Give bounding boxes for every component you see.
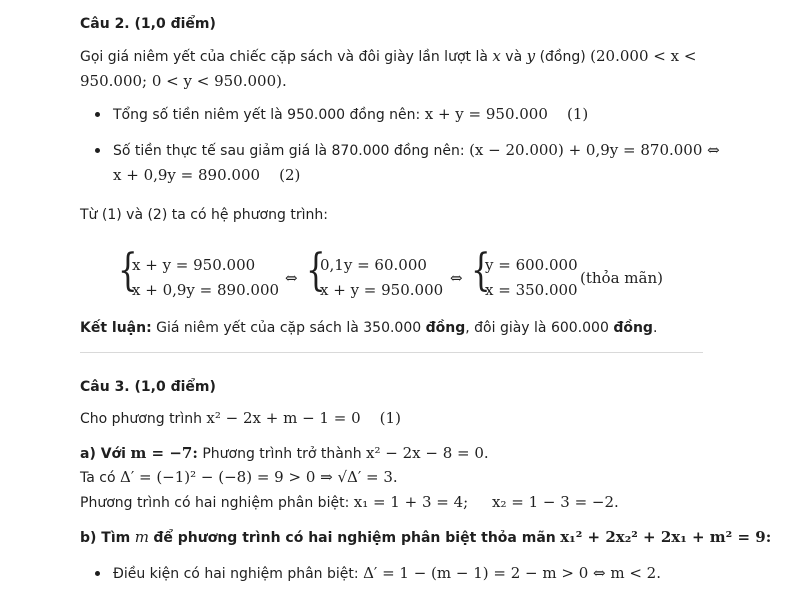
conclusion-text-2: , đôi giày là 600.000 (465, 320, 609, 336)
q2-var-y: y (526, 47, 536, 65)
bullet-icon (95, 112, 100, 117)
q3-b-bullet-1-math: Δ′ = 1 − (m − 1) = 2 − m > 0 ⇔ m < 2. (363, 564, 661, 582)
q3-b-equation: x₁² + 2x₂² + 2x₁ + m² = 9: (560, 528, 772, 546)
q3-part-b (80, 527, 771, 548)
q2-heading: Câu 2. (1,0 điểm) (80, 16, 216, 32)
q2-from-text: Từ (1) và (2) ta có hệ phương trình: (80, 207, 328, 223)
q3-a-line2 (80, 467, 398, 488)
sys2-eq-a: 0,1y = 60.000 (320, 256, 427, 274)
q3-b-var: m (134, 528, 149, 546)
q3-b-bullet-1 (113, 563, 661, 584)
q3-b-label: b) Tìm (80, 530, 131, 546)
q2-intro-line2: 950.000; 0 < y < 950.000). (80, 72, 287, 90)
conclusion-label: Kết luận: (80, 320, 152, 336)
q3-equation: x² − 2x + m − 1 = 0 (1) (206, 409, 401, 427)
q3-a-line3-math: x₁ = 1 + 3 = 4; x₂ = 1 − 3 = −2. (353, 493, 619, 511)
sys2-eq-b: x + y = 950.000 (320, 281, 444, 299)
bullet-icon (95, 148, 100, 153)
conclusion-period: . (652, 320, 658, 336)
q3-a-line2-math: Δ′ = (−1)² − (−8) = 9 > 0 ⇒ √Δ′ = 3. (119, 468, 398, 486)
iff-symbol: ⇔ (450, 269, 463, 287)
q3-a-condition: m = −7: (130, 444, 198, 462)
q3-b-label-2: để phương trình có hai nghiệm phân biệt thỏa mãn (153, 530, 556, 546)
sys1-eq-b: x + 0,9y = 890.000 (132, 281, 280, 299)
q3-part-a (80, 443, 489, 464)
q3-a-label: a) Với (80, 446, 126, 462)
q3-b-bullet-1-text: Điều kiện có hai nghiệm phân biệt: (113, 566, 359, 582)
q2-conclusion (80, 318, 657, 338)
q2-unit: (đồng) (539, 49, 586, 65)
q3-a-line3-text: Phương trình có hai nghiệm phân biệt: (80, 495, 350, 511)
sys3-eq-a: y = 600.000 (485, 256, 578, 274)
q3-heading: Câu 3. (1,0 điểm) (80, 379, 216, 395)
q3-a-equation: x² − 2x − 8 = 0. (366, 444, 489, 462)
satisfied-note: (thỏa mãn) (580, 269, 663, 287)
q3-a-text: Phương trình trở thành (202, 446, 362, 462)
sys3-eq-b: x = 350.000 (485, 281, 578, 299)
q3-intro-text: Cho phương trình (80, 411, 202, 427)
iff-symbol: ⇔ (285, 269, 298, 287)
q2-intro-line1 (80, 46, 696, 67)
q2-bullet-2-math-line2: x + 0,9y = 890.000 (2) (113, 166, 301, 184)
q2-bullet-1-text: Tổng số tiền niêm yết là 950.000 đồng nên: (113, 107, 421, 123)
conclusion-unit: đồng (613, 320, 653, 336)
q2-intro-text: Gọi giá niêm yết của chiếc cặp sách và đôi giày lần lượt là (80, 49, 488, 65)
conclusion-unit: đồng (425, 320, 466, 336)
q3-intro (80, 408, 401, 429)
q2-condition-1: (20.000 < x < (590, 47, 697, 65)
bullet-icon (95, 571, 100, 576)
q2-and: và (505, 49, 523, 65)
sys1-eq-a: x + y = 950.000 (132, 256, 256, 274)
q2-bullet-1 (113, 104, 588, 125)
section-divider (80, 352, 703, 353)
q2-bullet-2-math: (x − 20.000) + 0,9y = 870.000 ⇔ (469, 141, 720, 159)
q2-bullet-2 (113, 140, 720, 161)
brace-icon: { (306, 245, 326, 296)
q3-a-line3 (80, 492, 619, 513)
brace-icon: { (471, 245, 491, 296)
q2-var-x: x (492, 47, 501, 65)
q3-a-line2-text: Ta có (80, 470, 116, 486)
conclusion-text-1: Giá niêm yết của cặp sách là 350.000 (156, 320, 422, 336)
q2-bullet-2-text: Số tiền thực tế sau giảm giá là 870.000 đồng nên: (113, 143, 465, 159)
brace-icon: { (118, 245, 138, 296)
q2-bullet-1-math: x + y = 950.000 (1) (424, 105, 589, 123)
